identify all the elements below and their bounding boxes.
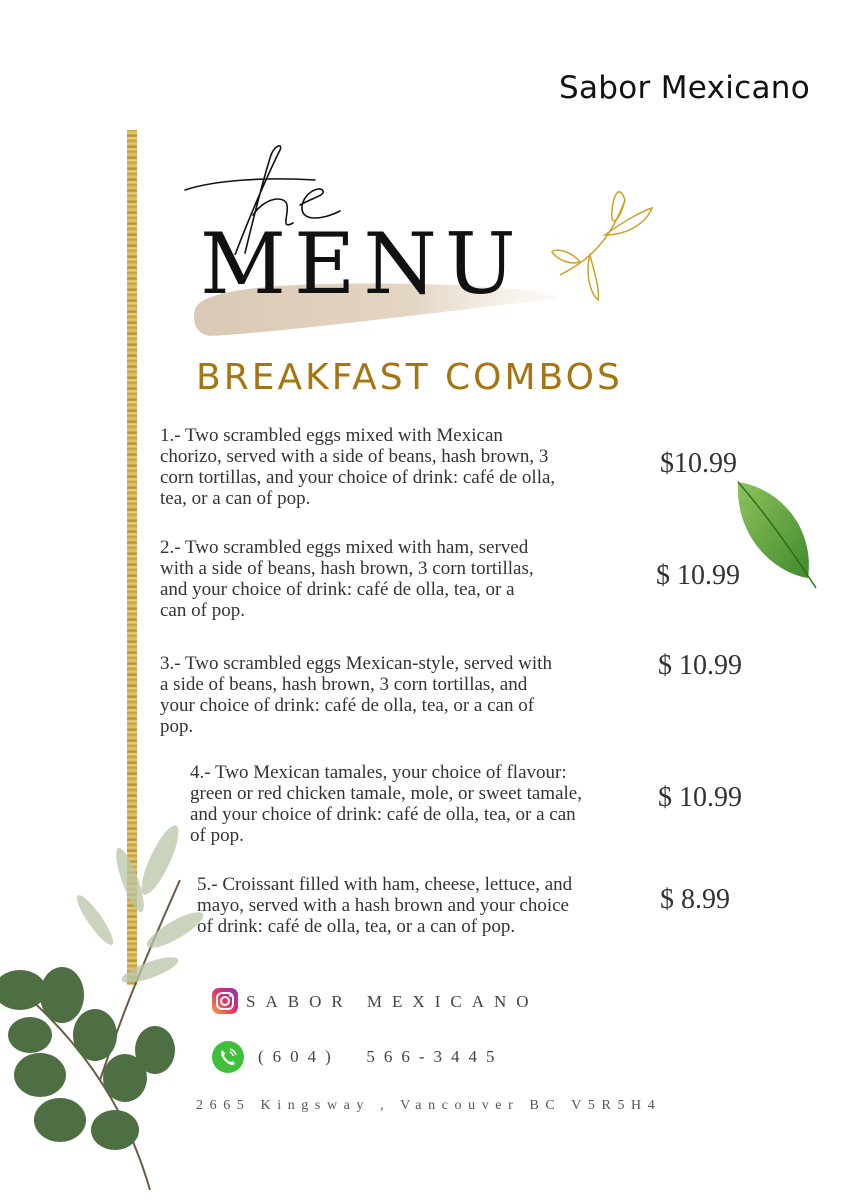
menu-title: MENU [200,215,524,313]
instagram-handle: SABOR MEXICANO [246,992,539,1011]
menu-item-3-description: 3.- Two scrambled eggs Mexican-style, served with a side of beans, hash brown, 3 corn tortillas, and your choice of drink: café de olla, tea, or a can of pop. [160,653,552,737]
brand-name: Sabor Mexicano [558,70,810,106]
instagram-icon [211,987,239,1015]
green-leaf-decoration [730,478,820,590]
address: 2665 Kingsway , Vancouver BC V5R5H4 [196,1098,662,1113]
whatsapp-phone-icon [211,1040,245,1074]
menu-item-3-price: $ 10.99 [658,650,742,681]
menu-item-1-price: $10.99 [660,448,737,479]
phone-number: (604) 566-3445 [258,1047,504,1066]
eucalyptus-branch-decoration [0,820,230,1200]
gold-leaf-sprig [550,180,660,310]
menu-item-1-description: 1.- Two scrambled eggs mixed with Mexican chorizo, served with a side of beans, hash brown, 3 corn tortillas, and your choice of drink: café de olla, tea, or a can of pop. [160,425,556,509]
menu-item-4-description: 4.- Two Mexican tamales, your choice of flavour: green or red chicken tamale, mole, or sweet tamale, and your choice of drink: café de olla, tea, or a can of pop. [190,762,582,846]
menu-item-5-description: 5.- Croissant filled with ham, cheese, lettuce, and mayo, served with a hash brown and your choice of drink: café de olla, tea, or a can of pop. [197,874,573,937]
section-title: BREAKFAST COMBOS [196,357,623,398]
menu-item-5-price: $ 8.99 [660,884,730,915]
menu-item-4-price: $ 10.99 [658,782,742,813]
menu-item-2-description: 2.- Two scrambled eggs mixed with ham, served with a side of beans, hash brown, 3 corn tortillas, and your choice of drink: café de olla, tea, or a can of pop. [160,537,534,621]
menu-item-2-price: $ 10.99 [656,560,740,591]
